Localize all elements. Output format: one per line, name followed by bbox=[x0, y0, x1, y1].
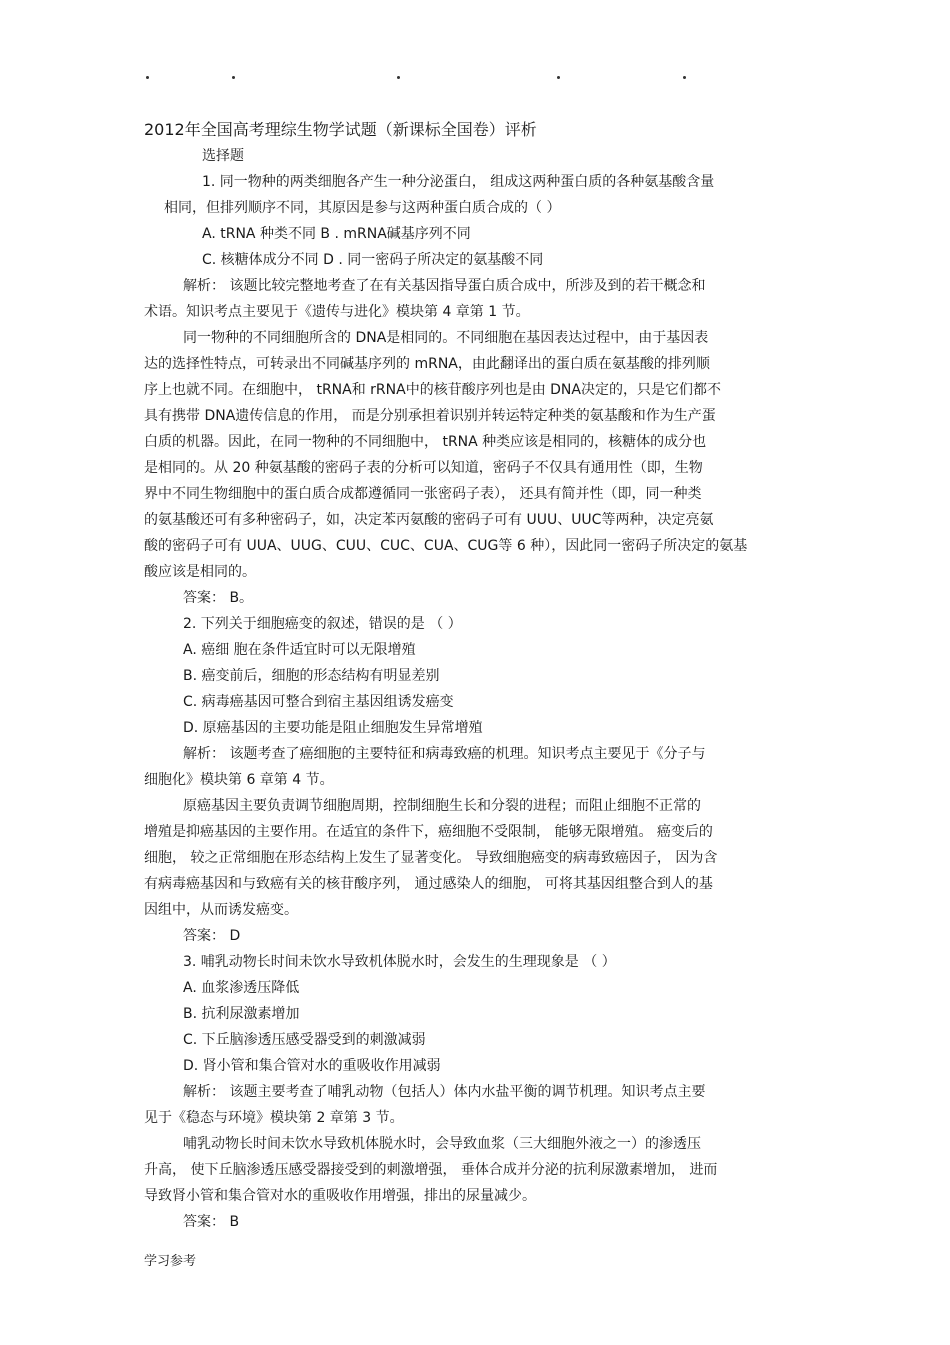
q1-stem-line: 相同，但排列顺序不同，其原因是参与这两种蛋白质合成的（ ） bbox=[164, 200, 561, 216]
q1-stem-line: 1. 同一物种的两类细胞各产生一种分泌蛋白， 组成这两种蛋白质的各种氨基酸含量 bbox=[202, 174, 715, 190]
q2-option: A. 癌细 胞在条件适宜时可以无限增殖 bbox=[183, 642, 416, 658]
header-dot bbox=[397, 76, 400, 79]
q2-option: D. 原癌基因的主要功能是阻止细胞发生异常增殖 bbox=[183, 720, 483, 736]
q3-option: B. 抗利尿激素增加 bbox=[183, 1006, 300, 1022]
q3-stem: 3. 哺乳动物长时间未饮水导致机体脱水时，会发生的生理现象是 （ ） bbox=[183, 954, 616, 970]
q2-analysis-line: 细胞， 较之正常细胞在形态结构上发生了显著变化。 导致细胞癌变的病毒致癌因子， 因为含 bbox=[144, 850, 718, 866]
q3-analysis-line: 解析： 该题主要考查了哺乳动物（包括人）体内水盐平衡的调节机理。知识考点主要 bbox=[183, 1084, 706, 1100]
q3-option: D. 肾小管和集合管对水的重吸收作用减弱 bbox=[183, 1058, 441, 1074]
q2-analysis-line: 因组中，从而诱发癌变。 bbox=[144, 902, 298, 918]
q1-analysis-line: 酸应该是相同的。 bbox=[144, 564, 256, 580]
q2-option: B. 癌变前后，细胞的形态结构有明显差别 bbox=[183, 668, 440, 684]
q3-option: C. 下丘脑渗透压感受器受到的刺激减弱 bbox=[183, 1032, 426, 1048]
header-dot bbox=[557, 76, 560, 79]
q1-analysis-line: 具有携带 DNA遗传信息的作用， 而是分别承担着识别并转运特定种类的氨基酸和作为生产蛋 bbox=[144, 408, 716, 424]
q1-analysis-line: 白质的机器。因此，在同一物种的不同细胞中， tRNA 种类应该是相同的，核糖体的成分也 bbox=[144, 434, 707, 450]
q1-analysis-line: 解析： 该题比较完整地考查了在有关基因指导蛋白质合成中，所涉及到的若干概念和 bbox=[183, 278, 706, 294]
q1-analysis-line: 术语。知识考点主要见于《遗传与进化》模块第 4 章第 1 节。 bbox=[144, 304, 530, 320]
q3-option: A. 血浆渗透压降低 bbox=[183, 980, 300, 996]
page-title: 2012年全国高考理综生物学试题（新课标全国卷）评析 bbox=[144, 120, 537, 139]
q2-analysis-line: 原癌基因主要负责调节细胞周期，控制细胞生长和分裂的进程；而阻止细胞不正常的 bbox=[183, 798, 701, 814]
q2-analysis-line: 有病毒癌基因和与致癌有关的核苷酸序列， 通过感染人的细胞， 可将其基因组整合到人的基 bbox=[144, 876, 713, 892]
q1-options-line: A. tRNA 种类不同 B . mRNA碱基序列不同 bbox=[202, 226, 471, 242]
q2-analysis-line: 细胞化》模块第 6 章第 4 节。 bbox=[144, 772, 334, 788]
q2-option: C. 病毒癌基因可整合到宿主基因组诱发癌变 bbox=[183, 694, 454, 710]
page-footer: 学习参考 bbox=[144, 1254, 197, 1269]
q3-analysis-line: 升高， 使下丘脑渗透压感受器接受到的刺激增强， 垂体合成并分泌的抗利尿激素增加， 进而 bbox=[144, 1162, 718, 1178]
header-dot bbox=[232, 76, 235, 79]
q3-analysis-line: 见于《稳态与环境》模块第 2 章第 3 节。 bbox=[144, 1110, 404, 1126]
q2-stem: 2. 下列关于细胞癌变的叙述，错误的是 （ ） bbox=[183, 616, 462, 632]
section-heading: 选择题 bbox=[202, 148, 244, 164]
q3-analysis-line: 哺乳动物长时间未饮水导致机体脱水时，会导致血浆（三大细胞外液之一）的渗透压 bbox=[183, 1136, 701, 1152]
header-dot bbox=[683, 76, 686, 79]
q2-answer: 答案： D bbox=[183, 928, 241, 944]
q2-analysis-line: 解析： 该题考查了癌细胞的主要特征和病毒致癌的机理。知识考点主要见于《分子与 bbox=[183, 746, 706, 762]
q1-analysis-line: 序上也就不同。在细胞中， tRNA和 rRNA中的核苷酸序列也是由 DNA决定的，只是它们都不 bbox=[144, 382, 721, 398]
q1-analysis-line: 酸的密码子可有 UUA、UUG、CUU、CUC、CUA、CUG等 6 种），因此同一密码子所决定的氨基 bbox=[144, 538, 748, 554]
q1-answer: 答案： B。 bbox=[183, 590, 254, 606]
header-dot bbox=[146, 76, 149, 79]
q1-analysis-line: 是相同的。从 20 种氨基酸的密码子表的分析可以知道，密码子不仅具有通用性（即，生物 bbox=[144, 460, 703, 476]
q1-analysis-line: 达的选择性特点，可转录出不同碱基序列的 mRNA，由此翻译出的蛋白质在氨基酸的排列顺 bbox=[144, 356, 710, 372]
q1-options-line: C. 核糖体成分不同 D . 同一密码子所决定的氨基酸不同 bbox=[202, 252, 544, 268]
q2-analysis-line: 增殖是抑癌基因的主要作用。在适宜的条件下，癌细胞不受限制， 能够无限增殖。 癌变后的 bbox=[144, 824, 713, 840]
q3-analysis-line: 导致肾小管和集合管对水的重吸收作用增强，排出的尿量减少。 bbox=[144, 1188, 536, 1204]
q3-answer: 答案： B bbox=[183, 1214, 240, 1230]
q1-analysis-line: 的氨基酸还可有多种密码子，如，决定苯丙氨酸的密码子可有 UUU、UUC等两种，决定亮氨 bbox=[144, 512, 714, 528]
q1-analysis-line: 同一物种的不同细胞所含的 DNA是相同的。不同细胞在基因表达过程中，由于基因表 bbox=[183, 330, 709, 346]
q1-analysis-line: 界中不同生物细胞中的蛋白质合成都遵循同一张密码子表）， 还具有简并性（即，同一种类 bbox=[144, 486, 702, 502]
